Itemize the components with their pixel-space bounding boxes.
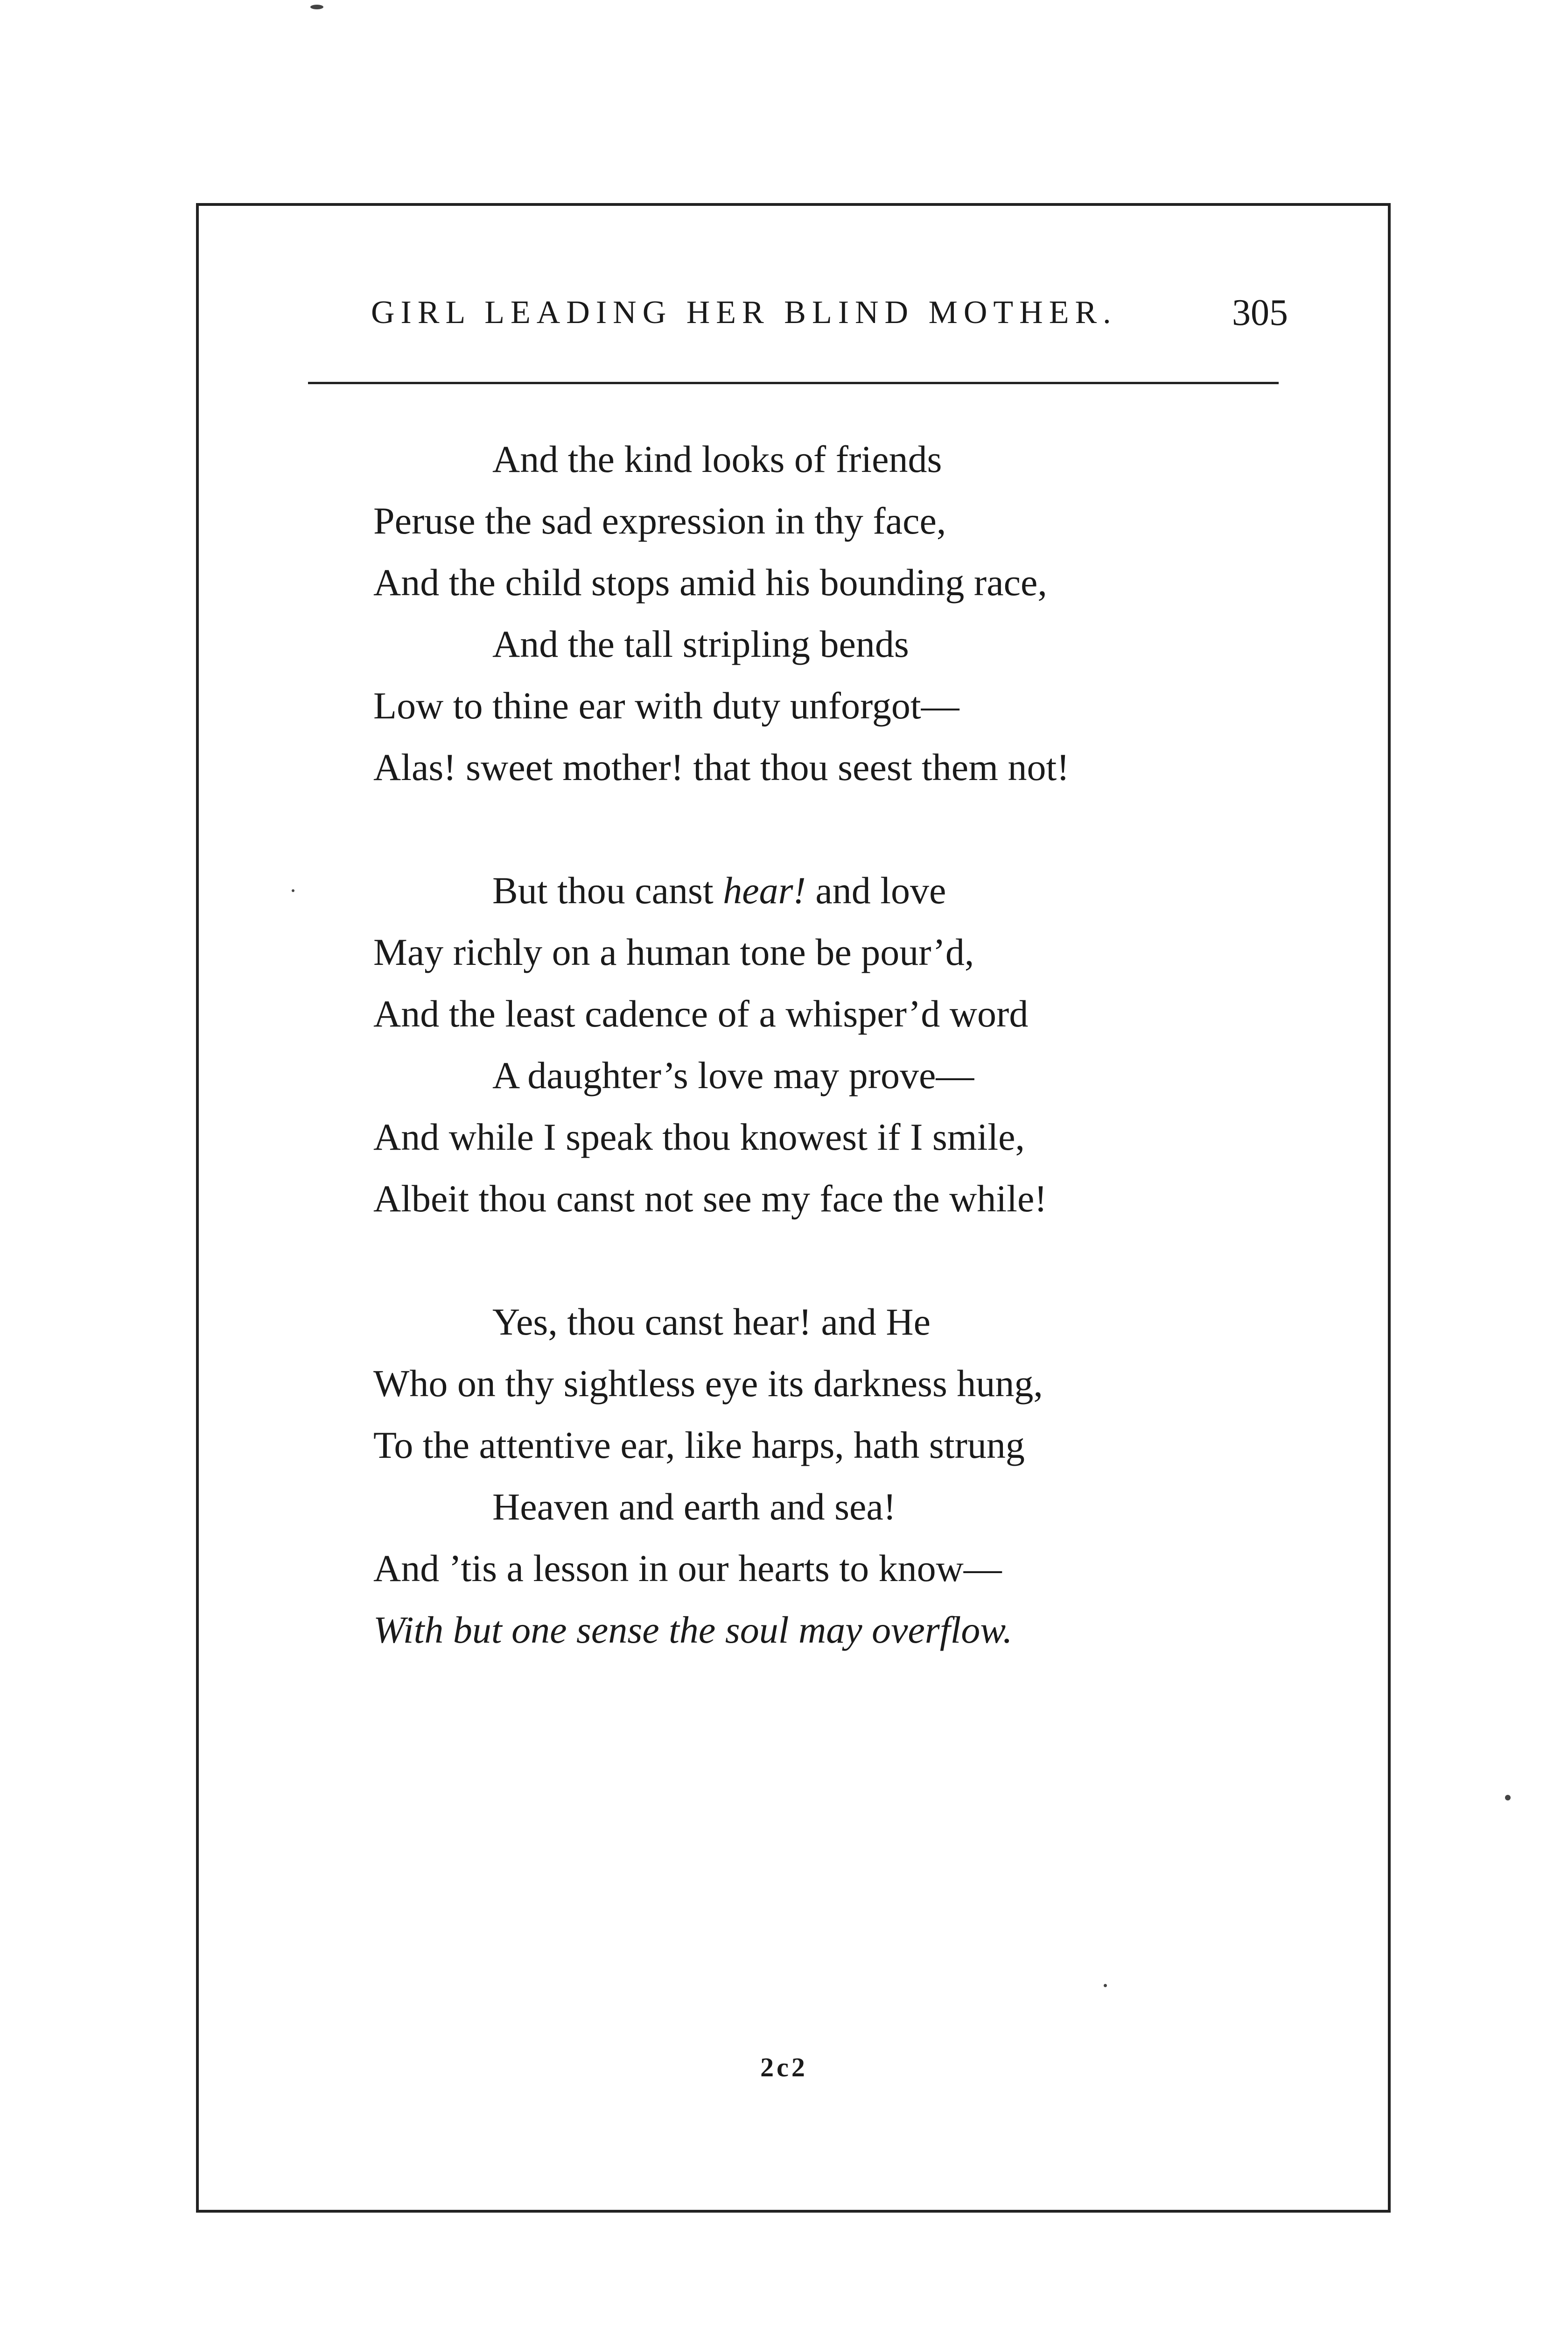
poem-line: A daughter’s love may prove— [492,1054,974,1097]
poem-line: Peruse the sad expression in thy face, [373,499,946,542]
ink-speck [1505,1795,1511,1800]
page-number: 305 [1232,292,1288,333]
poem-line: Alas! sweet mother! that thou seest them not! [373,746,1070,788]
poem-line: And the least cadence of a whisper’d word [373,992,1029,1035]
poem-line-end: and love [815,869,946,912]
poem-line: Heaven and earth and sea! [492,1485,896,1528]
ink-speck [1104,1984,1107,1987]
poem-line: And the kind looks of friends [492,438,942,480]
running-title: GIRL LEADING HER BLIND MOTHER. [371,295,1117,330]
poem-line: And while I speak thou knowest if I smile, [373,1116,1025,1158]
stanza-1 [373,429,1307,798]
stanza-2 [373,860,1307,1230]
header-rule [308,382,1279,384]
poem [373,429,1307,1722]
poem-line: May richly on a human tone be pour’d, [373,931,974,973]
poem-line: Albeit thou canst not see my face the while! [373,1177,1047,1220]
poem-line: Who on thy sightless eye its darkness hung, [373,1362,1043,1405]
poem-line: Low to thine ear with duty unforgot— [373,684,959,727]
ink-speck [292,889,294,892]
poem-line: And the tall stripling bends [492,623,909,665]
stanza-3 [373,1291,1307,1661]
poem-line: To the attentive ear, like harps, hath strung [373,1424,1025,1466]
signature-mark: 2c2 [760,2052,808,2082]
poem-line: And ’tis a lesson in our hearts to know— [373,1547,1002,1589]
poem-line: Yes, thou canst hear! and He [492,1301,931,1343]
poem-line [373,860,1307,921]
poem-line-start: But thou canst [492,869,714,912]
poem-line: With but one sense the soul may overflow. [373,1609,1013,1651]
running-header [371,287,1288,338]
poem-line: And the child stops amid his bounding race, [373,561,1047,604]
ink-speck [310,5,323,9]
poem-line-emphasis: hear! [723,869,806,912]
